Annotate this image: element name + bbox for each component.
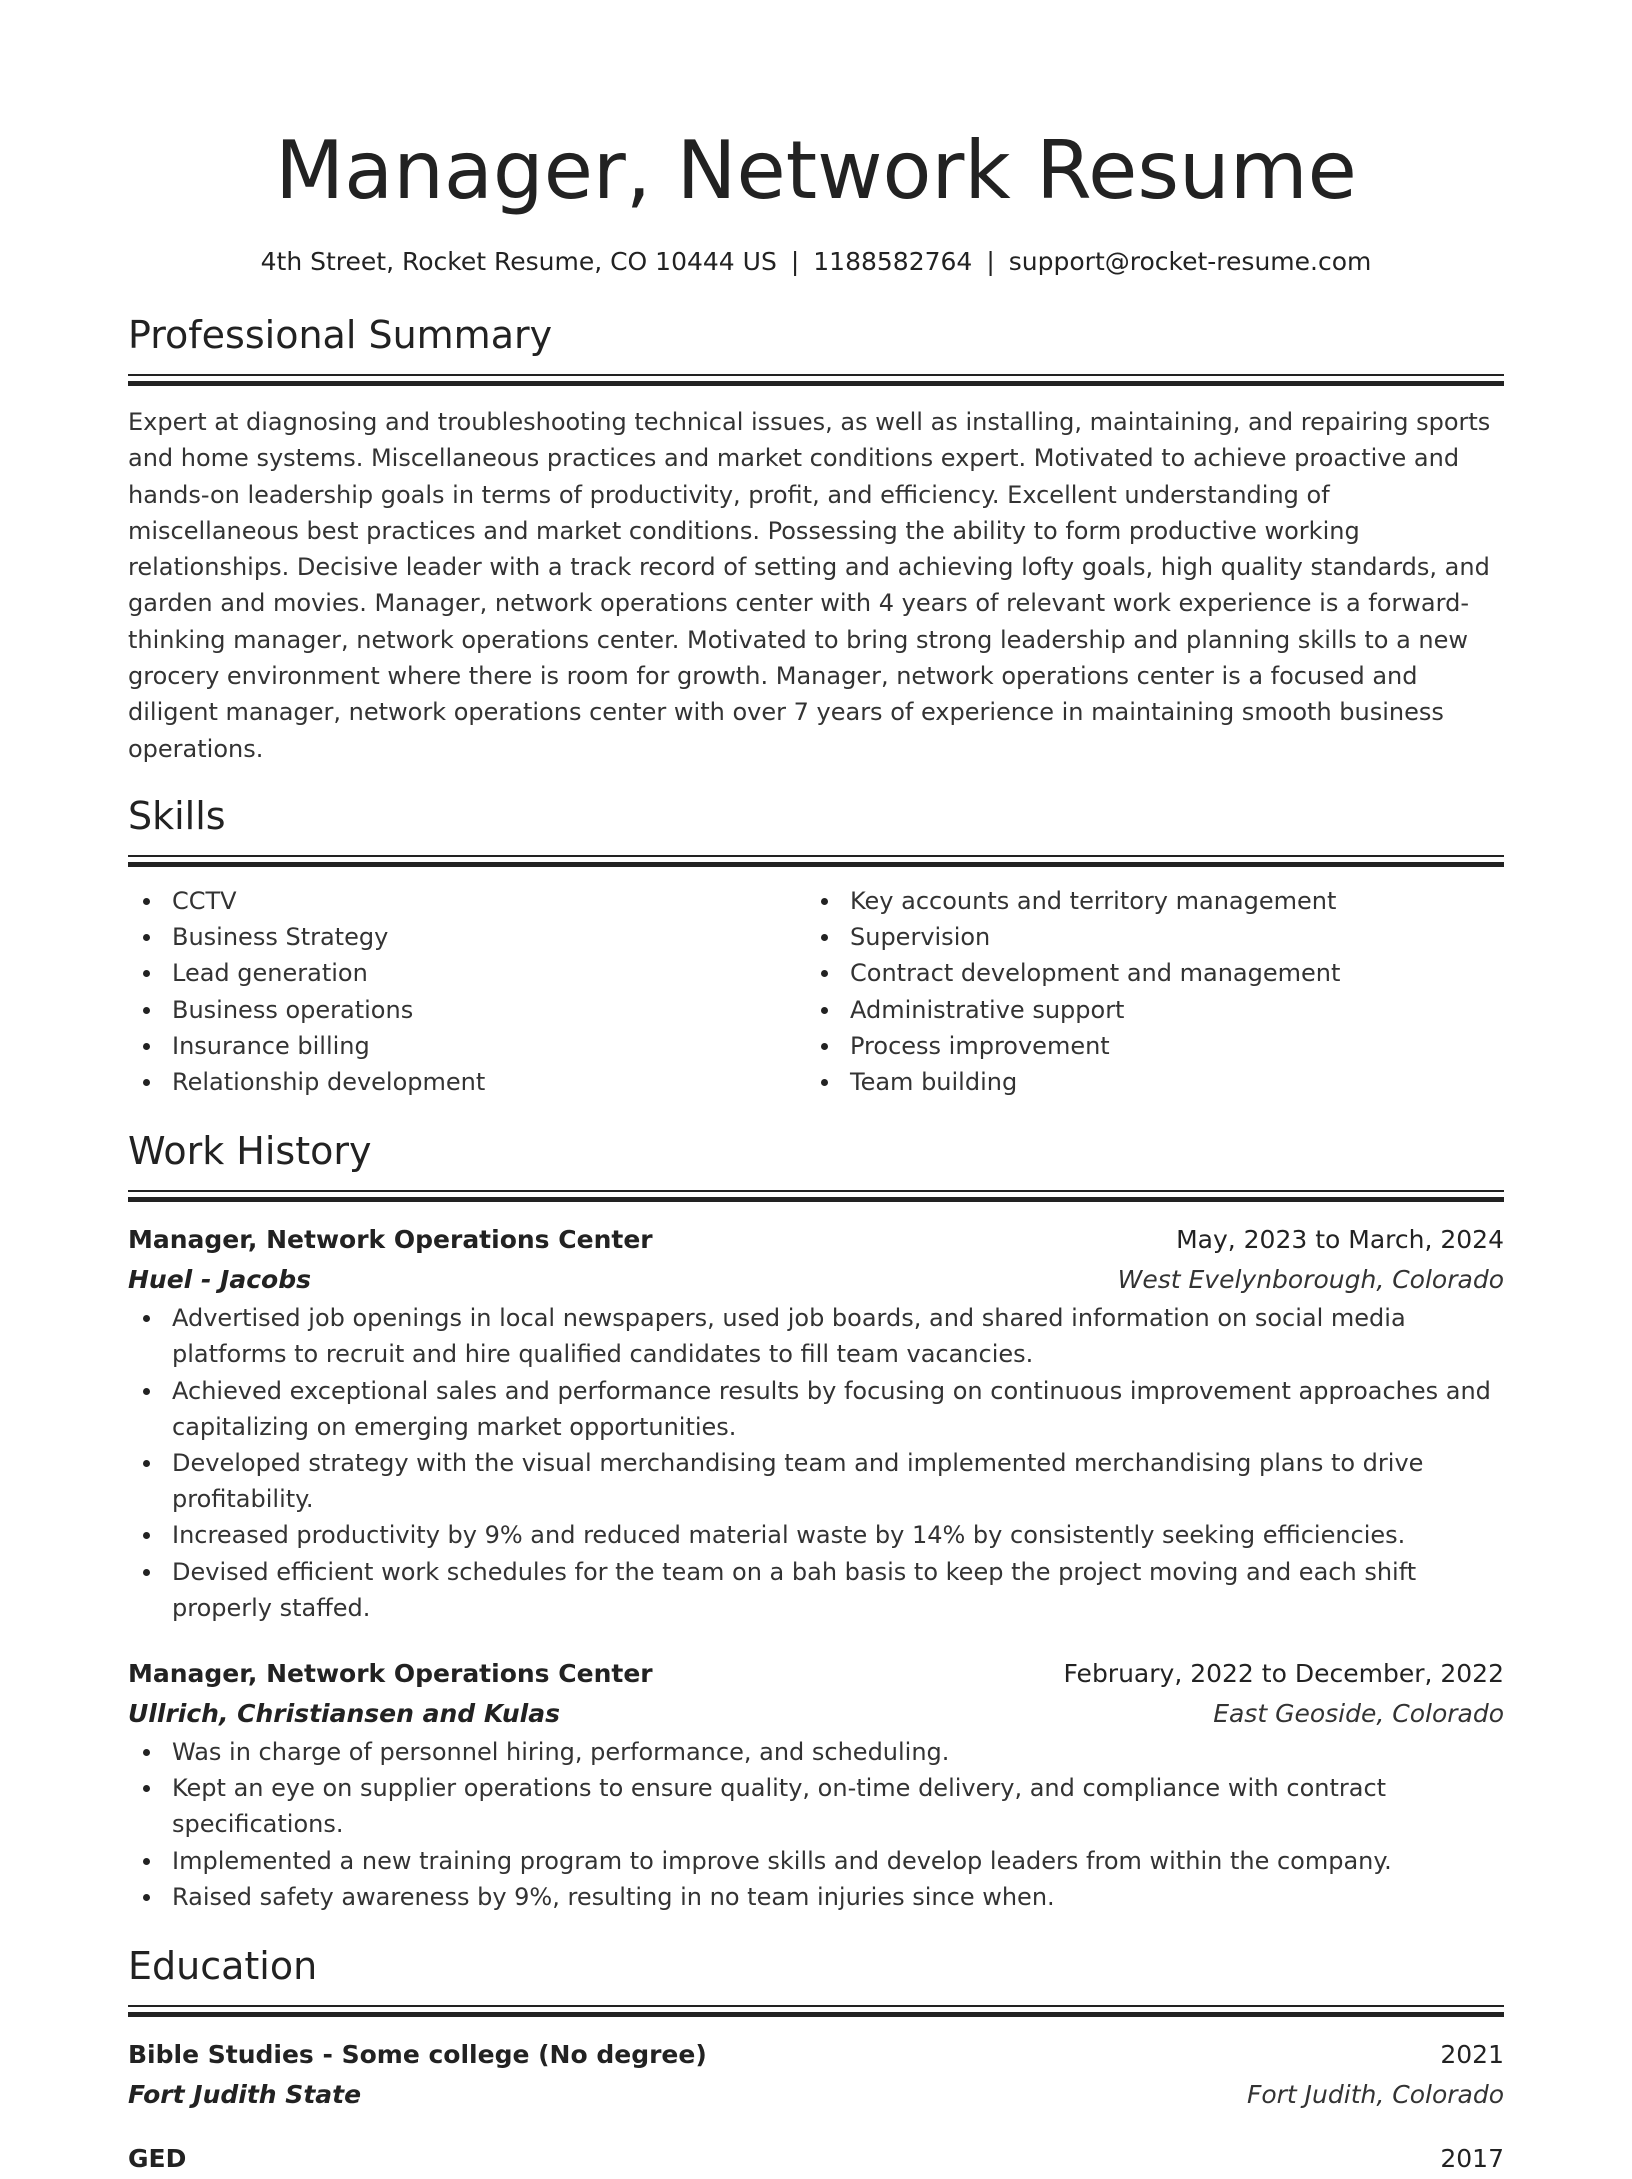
job-bullet: Advertised job openings in local newspapers, used job boards, and shared information on social media platforms to recruit and hire qualified candidates to fill team vacancies. (128, 1300, 1504, 1372)
contact-line (128, 244, 1504, 280)
section-divider (128, 374, 1504, 386)
contact-phone: 1188582764 (813, 247, 973, 276)
skill-item: Administrative support (806, 992, 1484, 1028)
job-dates: May, 2023 to March, 2024 (1176, 1225, 1504, 1255)
job-subheader (128, 1260, 1504, 1300)
skill-item: Supervision (806, 919, 1484, 955)
job-dates: February, 2022 to December, 2022 (1063, 1659, 1504, 1689)
resume-page (128, 0, 1504, 2179)
job-location: East Geoside, Colorado (1213, 1699, 1504, 1729)
education-degree: GED (128, 2144, 187, 2174)
job-bullet: Was in charge of personnel hiring, performance, and scheduling. (128, 1734, 1504, 1770)
job-bullets (128, 1734, 1504, 1915)
education-entry (128, 2139, 1504, 2179)
contact-separator: | (986, 247, 995, 276)
section-title-work: Work History (128, 1129, 372, 1174)
skill-item: Business Strategy (128, 919, 806, 955)
section-divider (128, 855, 1504, 867)
skills-grid (128, 883, 1504, 1100)
section-title-skills: Skills (128, 793, 226, 838)
education-entry (128, 2035, 1504, 2115)
job-bullet: Raised safety awareness by 9%, resulting in no team injuries since when. (128, 1879, 1504, 1915)
job-entry (128, 1654, 1504, 1915)
job-bullet: Devised efficient work schedules for the team on a bah basis to keep the project moving and each shift properly staffed. (128, 1554, 1504, 1626)
job-header (128, 1220, 1504, 1260)
job-header (128, 1654, 1504, 1694)
skills-list-left (128, 883, 806, 1100)
job-subheader (128, 1694, 1504, 1734)
summary-text: Expert at diagnosing and troubleshooting technical issues, as well as installing, maintaining, and repairing sports and home systems. Miscellaneous practices and market conditions expert. Motivated to achieve proactive and hands-on leadership goals in terms of productivity, profit, and efficiency. Excellent understanding of miscellaneous best practices and market conditions. Possessing the ability to form productive working relationships. Decisive leader with a track record of setting and achieving lofty goals, high quality standards, and garden and movies. Manager, network operations center with 4 years of relevant work experience is a forward-thinking manager, network operations center. Motivated to bring strong leadership and planning skills to a new grocery environment where there is room for growth. Manager, network operations center is a focused and diligent manager, network operations center with over 7 years of experience in maintaining smooth business operations. (128, 408, 1491, 763)
contact-separator: | (790, 247, 800, 276)
job-bullet: Increased productivity by 9% and reduced material waste by 14% by consistently seeking efficiencies. (128, 1517, 1504, 1553)
job-bullet: Developed strategy with the visual merchandising team and implemented merchandising plans to drive profitability. (128, 1445, 1504, 1517)
education-location: Fort Judith, Colorado (1246, 2080, 1504, 2110)
section-title-summary: Professional Summary (128, 313, 553, 357)
education-subheader (128, 2075, 1504, 2115)
education-degree: Bible Studies - Some college (No degree) (128, 2040, 707, 2070)
section-divider (128, 1190, 1504, 1202)
education-header (128, 2035, 1504, 2075)
education-year: 2021 (1440, 2040, 1504, 2070)
skill-item: Relationship development (128, 1064, 806, 1100)
skill-item: Business operations (128, 992, 806, 1028)
job-bullet: Achieved exceptional sales and performance results by focusing on continuous improvement approaches and capitalizing on emerging market opportunities. (128, 1373, 1504, 1445)
job-location: West Evelynborough, Colorado (1117, 1265, 1504, 1295)
skill-item: CCTV (128, 883, 806, 919)
skill-item: Lead generation (128, 955, 806, 991)
skill-item: Contract development and management (806, 955, 1484, 991)
contact-email: support@rocket-resume.com (1008, 247, 1372, 276)
skill-item: Team building (806, 1064, 1484, 1100)
job-title: Manager, Network Operations Center (128, 1225, 653, 1255)
skill-item: Key accounts and territory management (806, 883, 1484, 919)
summary-section (128, 310, 1504, 767)
section-title-education: Education (128, 1944, 318, 1989)
contact-address: 4th Street, Rocket Resume, CO 10444 US (260, 247, 777, 276)
resume-name: Manager, Network Resume (275, 124, 1357, 217)
skill-item: Process improvement (806, 1028, 1484, 1064)
job-entry (128, 1220, 1504, 1626)
job-bullets (128, 1300, 1504, 1626)
education-year: 2017 (1440, 2144, 1504, 2174)
skills-section (128, 791, 1504, 1100)
job-title: Manager, Network Operations Center (128, 1659, 653, 1689)
work-section (128, 1126, 1504, 1915)
education-school: Fort Judith State (128, 2080, 362, 2110)
section-divider (128, 2005, 1504, 2017)
job-bullet: Kept an eye on supplier operations to ensure quality, on-time delivery, and compliance with contract specifications. (128, 1770, 1504, 1842)
skill-item: Insurance billing (128, 1028, 806, 1064)
job-bullet: Implemented a new training program to improve skills and develop leaders from within the company. (128, 1843, 1504, 1879)
job-company: Huel - Jacobs (128, 1265, 311, 1295)
skills-list-right (806, 883, 1484, 1100)
education-header (128, 2139, 1504, 2179)
education-section (128, 1941, 1504, 2179)
job-company: Ullrich, Christiansen and Kulas (128, 1699, 560, 1729)
